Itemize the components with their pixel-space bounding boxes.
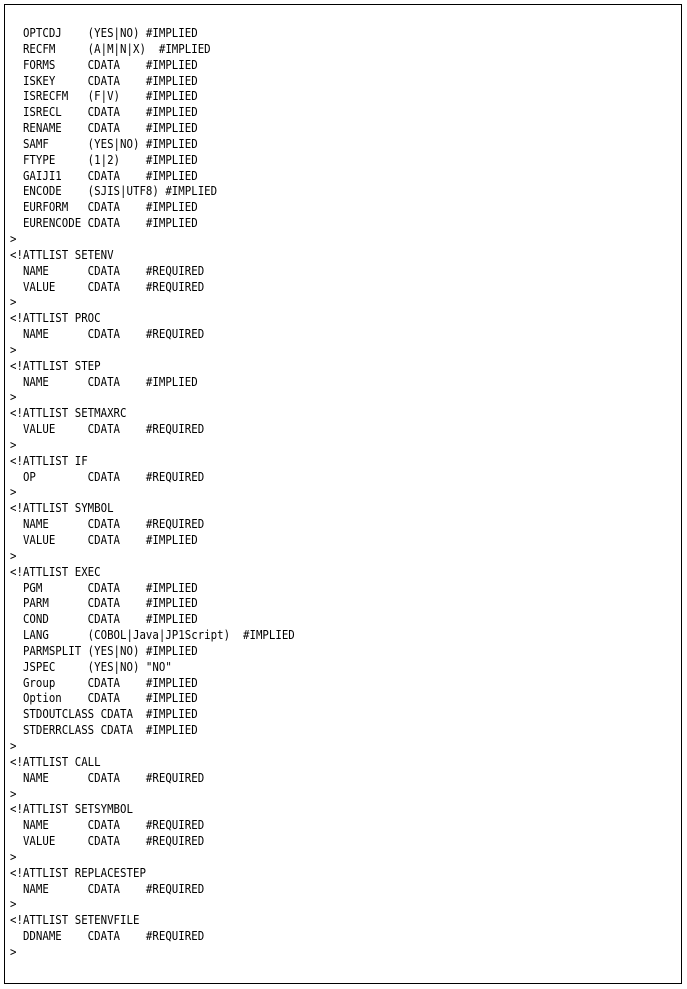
- code-line: VALUE CDATA #REQUIRED: [10, 833, 205, 849]
- code-line: EURFORM CDATA #IMPLIED: [10, 199, 198, 215]
- code-listing-frame: [4, 4, 682, 984]
- code-line: NAME CDATA #REQUIRED: [10, 769, 205, 785]
- code-line: FTYPE (1|2) #IMPLIED: [10, 151, 198, 167]
- code-line: >: [10, 848, 17, 864]
- code-line: PARMSPLIT (YES|NO) #IMPLIED: [10, 642, 198, 658]
- code-line: VALUE CDATA #REQUIRED: [10, 278, 205, 294]
- code-line: <!ATTLIST SETENV: [10, 246, 114, 262]
- code-line: RENAME CDATA #IMPLIED: [10, 120, 198, 136]
- code-line: JSPEC (YES|NO) "NO": [10, 658, 172, 674]
- code-line: NAME CDATA #REQUIRED: [10, 880, 205, 896]
- code-line: ISRECFM (F|V) #IMPLIED: [10, 88, 198, 104]
- code-line: >: [10, 547, 17, 563]
- code-line: >: [10, 943, 17, 959]
- code-line: DDNAME CDATA #REQUIRED: [10, 928, 205, 944]
- code-line: ENCODE (SJIS|UTF8) #IMPLIED: [10, 183, 218, 199]
- code-line: >: [10, 389, 17, 405]
- code-line: >: [10, 737, 17, 753]
- code-line: ISRECL CDATA #IMPLIED: [10, 104, 198, 120]
- code-line: VALUE CDATA #REQUIRED: [10, 421, 205, 437]
- code-line: <!ATTLIST EXEC: [10, 563, 101, 579]
- code-line: <!ATTLIST SETSYMBOL: [10, 801, 133, 817]
- code-line: NAME CDATA #REQUIRED: [10, 516, 205, 532]
- code-line: NAME CDATA #REQUIRED: [10, 817, 205, 833]
- code-line: FORMS CDATA #IMPLIED: [10, 56, 198, 72]
- code-line: >: [10, 484, 17, 500]
- code-line: <!ATTLIST IF: [10, 452, 88, 468]
- code-line: COND CDATA #IMPLIED: [10, 611, 198, 627]
- code-line: >: [10, 230, 17, 246]
- code-line: VALUE CDATA #IMPLIED: [10, 532, 198, 547]
- code-line: PGM CDATA #IMPLIED: [10, 579, 198, 595]
- code-line: NAME CDATA #REQUIRED: [10, 326, 205, 342]
- code-line: LANG (COBOL|Java|JP1Script) #IMPLIED: [10, 627, 295, 643]
- code-line: >: [10, 785, 17, 801]
- code-line: NAME CDATA #REQUIRED: [10, 262, 205, 278]
- code-line: Option CDATA #IMPLIED: [10, 690, 198, 706]
- code-line: <!ATTLIST CALL: [10, 753, 101, 769]
- code-line: <!ATTLIST SETMAXRC: [10, 405, 127, 421]
- code-line: GAIJI1 CDATA #IMPLIED: [10, 167, 198, 183]
- code-line: <!ATTLIST REPLACESTEP: [10, 864, 146, 880]
- code-line: OPTCDJ (YES|NO) #IMPLIED: [10, 25, 198, 40]
- code-line: >: [10, 436, 17, 452]
- code-line: <!ATTLIST SETENVFILE: [10, 912, 140, 928]
- code-line: EURENCODE CDATA #IMPLIED: [10, 215, 198, 231]
- code-line: >: [10, 341, 17, 357]
- code-line: SAMF (YES|NO) #IMPLIED: [10, 135, 198, 151]
- code-line: STDOUTCLASS CDATA #IMPLIED: [10, 706, 198, 722]
- code-line: Group CDATA #IMPLIED: [10, 674, 198, 690]
- dtd-code-block: [10, 25, 295, 960]
- code-line: >: [10, 294, 17, 310]
- code-line: ISKEY CDATA #IMPLIED: [10, 72, 198, 88]
- code-line: <!ATTLIST STEP: [10, 357, 101, 373]
- code-line: NAME CDATA #IMPLIED: [10, 373, 198, 389]
- code-line: <!ATTLIST PROC: [10, 310, 101, 326]
- code-line: <!ATTLIST SYMBOL: [10, 500, 114, 516]
- code-line: STDERRCLASS CDATA #IMPLIED: [10, 722, 198, 738]
- code-line: PARM CDATA #IMPLIED: [10, 595, 198, 611]
- code-line: >: [10, 896, 17, 912]
- code-line: OP CDATA #REQUIRED: [10, 468, 205, 484]
- code-line: RECFM (A|M|N|X) #IMPLIED: [10, 40, 211, 56]
